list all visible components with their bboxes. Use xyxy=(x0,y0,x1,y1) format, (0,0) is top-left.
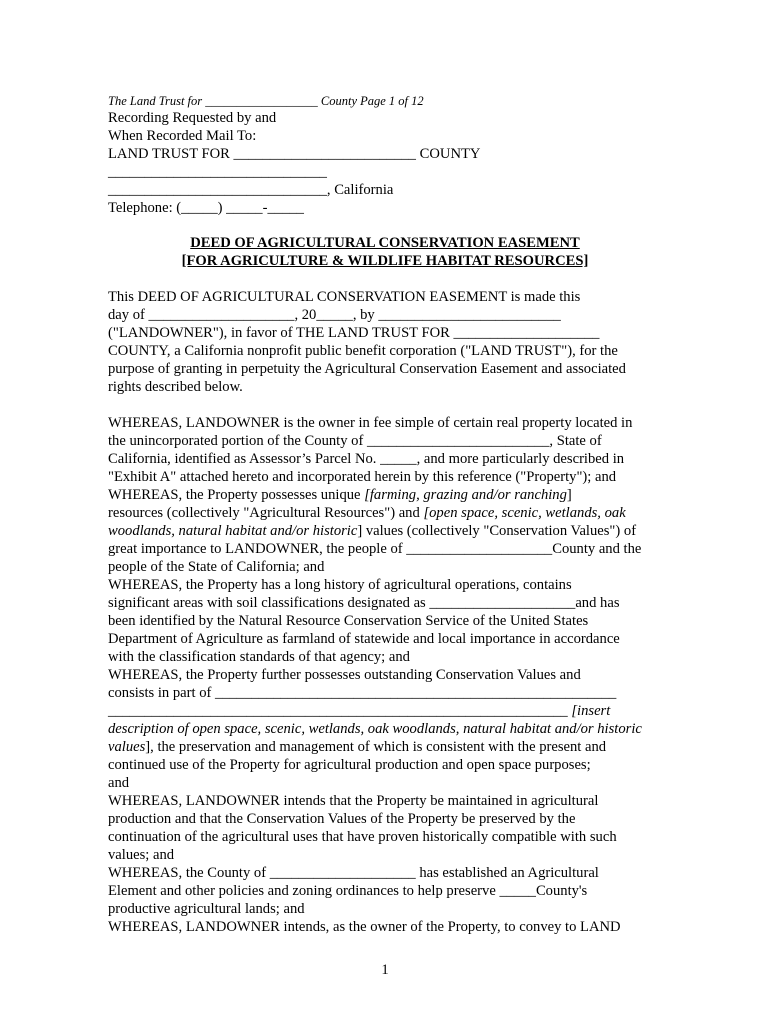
when-recorded-line: When Recorded Mail To: xyxy=(108,128,257,144)
body-line: WHEREAS, the County of ____________________ has established an Agricultural xyxy=(108,865,599,881)
intro-line: purpose of granting in perpetuity the Agricultural Conservation Easement and associated xyxy=(108,361,626,377)
body-line: WHEREAS, LANDOWNER is the owner in fee simple of certain real property located in xyxy=(108,415,633,431)
body-line: Department of Agriculture as farmland of statewide and local importance in accordance xyxy=(108,631,620,647)
body-line: resources (collectively "Agricultural Resources") and [open space, scenic, wetlands, oak xyxy=(108,505,626,521)
body-line: continuation of the agricultural uses that have proven historically compatible with such xyxy=(108,829,617,845)
body-line: significant areas with soil classifications designated as ____________________and has xyxy=(108,595,620,611)
body-line: California, identified as Assessor’s Parcel No. _____, and more particularly described in xyxy=(108,451,625,467)
body-line: WHEREAS, the Property possesses unique [farming, grazing and/or ranching] xyxy=(108,487,572,503)
body-line: production and that the Conservation Values of the Property be preserved by the xyxy=(108,811,576,827)
body-line: productive agricultural lands; and xyxy=(108,901,305,917)
intro-line: COUNTY, a California nonprofit public benefit corporation ("LAND TRUST"), for the xyxy=(108,343,618,359)
page-number: 1 xyxy=(381,962,389,978)
intro-line: This DEED OF AGRICULTURAL CONSERVATION EASEMENT is made this xyxy=(108,289,581,305)
address-blank-line: ______________________________ xyxy=(108,164,327,180)
body-line: "Exhibit A" attached hereto and incorporated herein by this reference ("Property"); and xyxy=(108,469,617,485)
body-line: people of the State of California; and xyxy=(108,559,325,575)
body-line: WHEREAS, LANDOWNER intends that the Property be maintained in agricultural xyxy=(108,793,599,809)
telephone-line: Telephone: (_____) _____-_____ xyxy=(108,200,304,216)
recording-requested-line: Recording Requested by and xyxy=(108,110,277,126)
body-line: been identified by the Natural Resource Conservation Service of the United States xyxy=(108,613,589,629)
intro-line: ("LANDOWNER"), in favor of THE LAND TRUST FOR ____________________ xyxy=(108,325,600,341)
deed-subtitle: [FOR AGRICULTURE & WILDLIFE HABITAT RESOURCES] xyxy=(181,253,589,269)
body-line: woodlands, natural habitat and/or historic] values (collectively "Conservation Values") of xyxy=(108,523,637,539)
body-line: great importance to LANDOWNER, the people of ____________________County and the xyxy=(108,541,642,557)
body-line: continued use of the Property for agricultural production and open space purposes; xyxy=(108,757,591,773)
body-line: the unincorporated portion of the County of _________________________, State of xyxy=(108,433,602,449)
body-line: _______________________________________________________________ [insert xyxy=(108,703,611,719)
body-line: values], the preservation and management of which is consistent with the present and xyxy=(108,739,607,755)
page-header: The Land Trust for __________________ County Page 1 of 12 xyxy=(108,94,424,108)
intro-line: rights described below. xyxy=(108,379,243,395)
body-line: with the classification standards of that agency; and xyxy=(108,649,410,665)
body-line: WHEREAS, LANDOWNER intends, as the owner of the Property, to convey to LAND xyxy=(108,919,621,935)
body-line: Element and other policies and zoning ordinances to help preserve _____County's xyxy=(108,883,588,899)
intro-line: day of ____________________, 20_____, by _________________________ xyxy=(108,307,561,323)
deed-title: DEED OF AGRICULTURAL CONSERVATION EASEMENT xyxy=(190,235,580,251)
city-california-line: ______________________________, California xyxy=(108,182,394,198)
land-trust-address-line: LAND TRUST FOR _________________________ COUNTY xyxy=(108,146,481,162)
body-line: and xyxy=(108,775,130,791)
body-line: description of open space, scenic, wetlands, oak woodlands, natural habitat and/or historic xyxy=(108,721,642,737)
body-line: consists in part of _______________________________________________________ xyxy=(108,685,617,701)
body-line: WHEREAS, the Property further possesses outstanding Conservation Values and xyxy=(108,667,581,683)
body-line: values; and xyxy=(108,847,175,863)
body-line: WHEREAS, the Property has a long history of agricultural operations, contains xyxy=(108,577,572,593)
